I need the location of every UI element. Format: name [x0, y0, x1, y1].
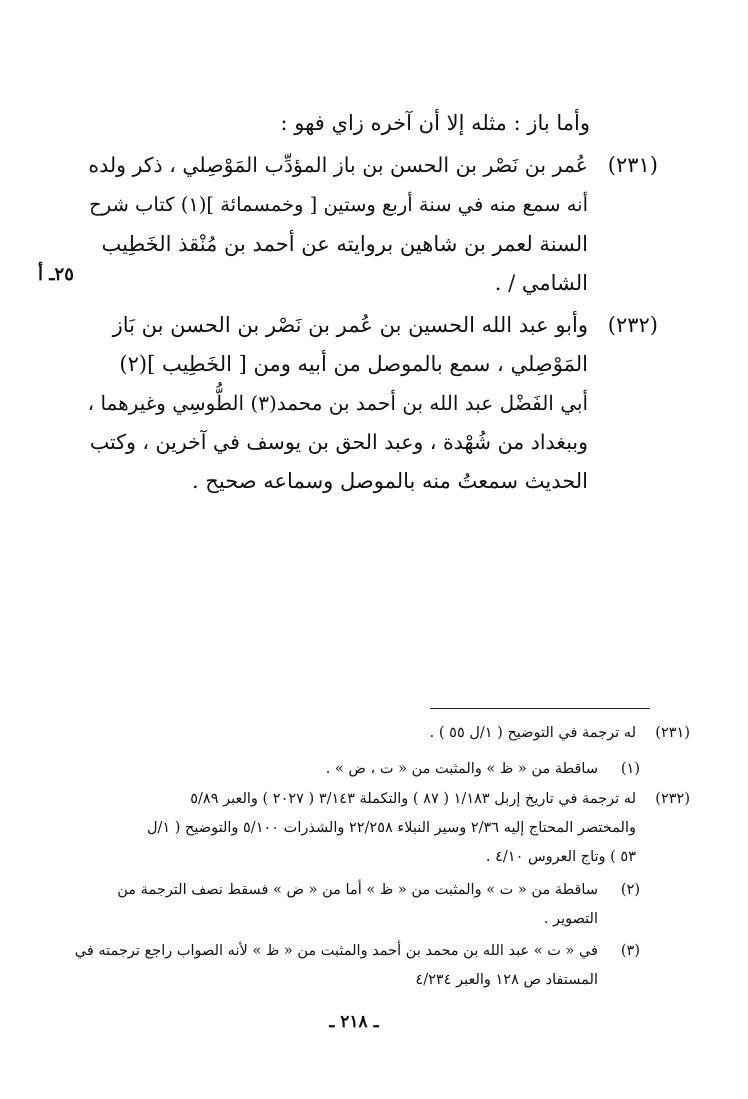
footnote-line: والمختصر المحتاج إليه ٢/٣٦ وسير النبلاء ٢٢/٢٥٨ والشذرات ٥/١٠٠ والتوضيح ( ١/ل [146, 820, 636, 836]
page-number: ـ ٢١٨ ـ [329, 1012, 379, 1032]
footnote-number: (٢) [620, 882, 640, 898]
manuscript-folio-note: ٢٥ـ أ [38, 264, 74, 285]
entry-line: أبي الفَضْل عبد الله بن أحمد بن محمد(٣) الطُّوسِي وغيرهما ، [87, 391, 588, 415]
entry-line: الحديث سمعتُ منه بالموصل وسماعه صحيح . [191, 469, 588, 493]
footnote-line: التصوير . [543, 911, 598, 927]
footnote-number: (٢٣٢) [655, 791, 690, 807]
footnote-line: له ترجمة في التوضيح ( ١/ل ٥٥ ) . [429, 725, 636, 741]
entry-number: (٢٣٢) [607, 313, 658, 337]
footnote-line: ساقطة من « ت » والمثبت من « ظ » أما من « ض » فسقط نصف الترجمة من [117, 882, 598, 898]
footnote-number: (١) [620, 761, 640, 777]
footnote-line: له ترجمة في تاريخ إربل ١/١٨٣ ( ٨٧ ) والتكملة ٣/١٤٣ ( ٢٠٢٧ ) والعبر ٥/٨٩ [190, 791, 636, 807]
footnote-line: المستفاد ص ١٢٨ والعبر ٤/٢٣٤ [415, 972, 598, 988]
footnote-divider [430, 708, 650, 709]
footnote-line: ساقطة من « ظ » والمثبت من « ت ، ض » . [325, 761, 598, 777]
entry-line: عُمر بن نَصْر بن الحسن بن باز المؤدِّب المَوْصِلي ، ذكر ولده [88, 153, 588, 177]
footnote-number: (٣) [620, 943, 640, 959]
entry-line: السنة لعمر بن شاهين بروايته عن أحمد بن مُنْقذ الخَطِيب [101, 232, 588, 256]
entry-line: أنه سمع منه في سنة أربع وستين [ وخمسمائة ](١) كتاب شرح [89, 193, 588, 216]
entry-line: المَوْصِلي ، سمع بالموصل من أبيه ومن [ الخَطِيب ](٢) [119, 352, 588, 376]
entry-line: وأبو عبد الله الحسين بن عُمر بن نَصْر بن الحسن بن بَاز [112, 313, 588, 337]
entry-line: وببغداد من شُهْدة ، وعبد الحق بن يوسف في آخرين ، وكتب [89, 430, 588, 454]
footnote-line: ٥٣ ) وتاج العروس ٤/١٠ . [485, 849, 636, 865]
entry-line: الشامي / . [494, 271, 588, 295]
footnote-number: (٢٣١) [655, 725, 690, 741]
footnote-line: في « ت » عبد الله بن محمد بن أحمد والمثبت من « ظ » لأنه الصواب راجع ترجمته في [74, 943, 598, 959]
entry-number: (٢٣١) [607, 153, 658, 177]
intro-line: وأما باز : مثله إلا أن آخره زاي فهو : [280, 111, 590, 135]
